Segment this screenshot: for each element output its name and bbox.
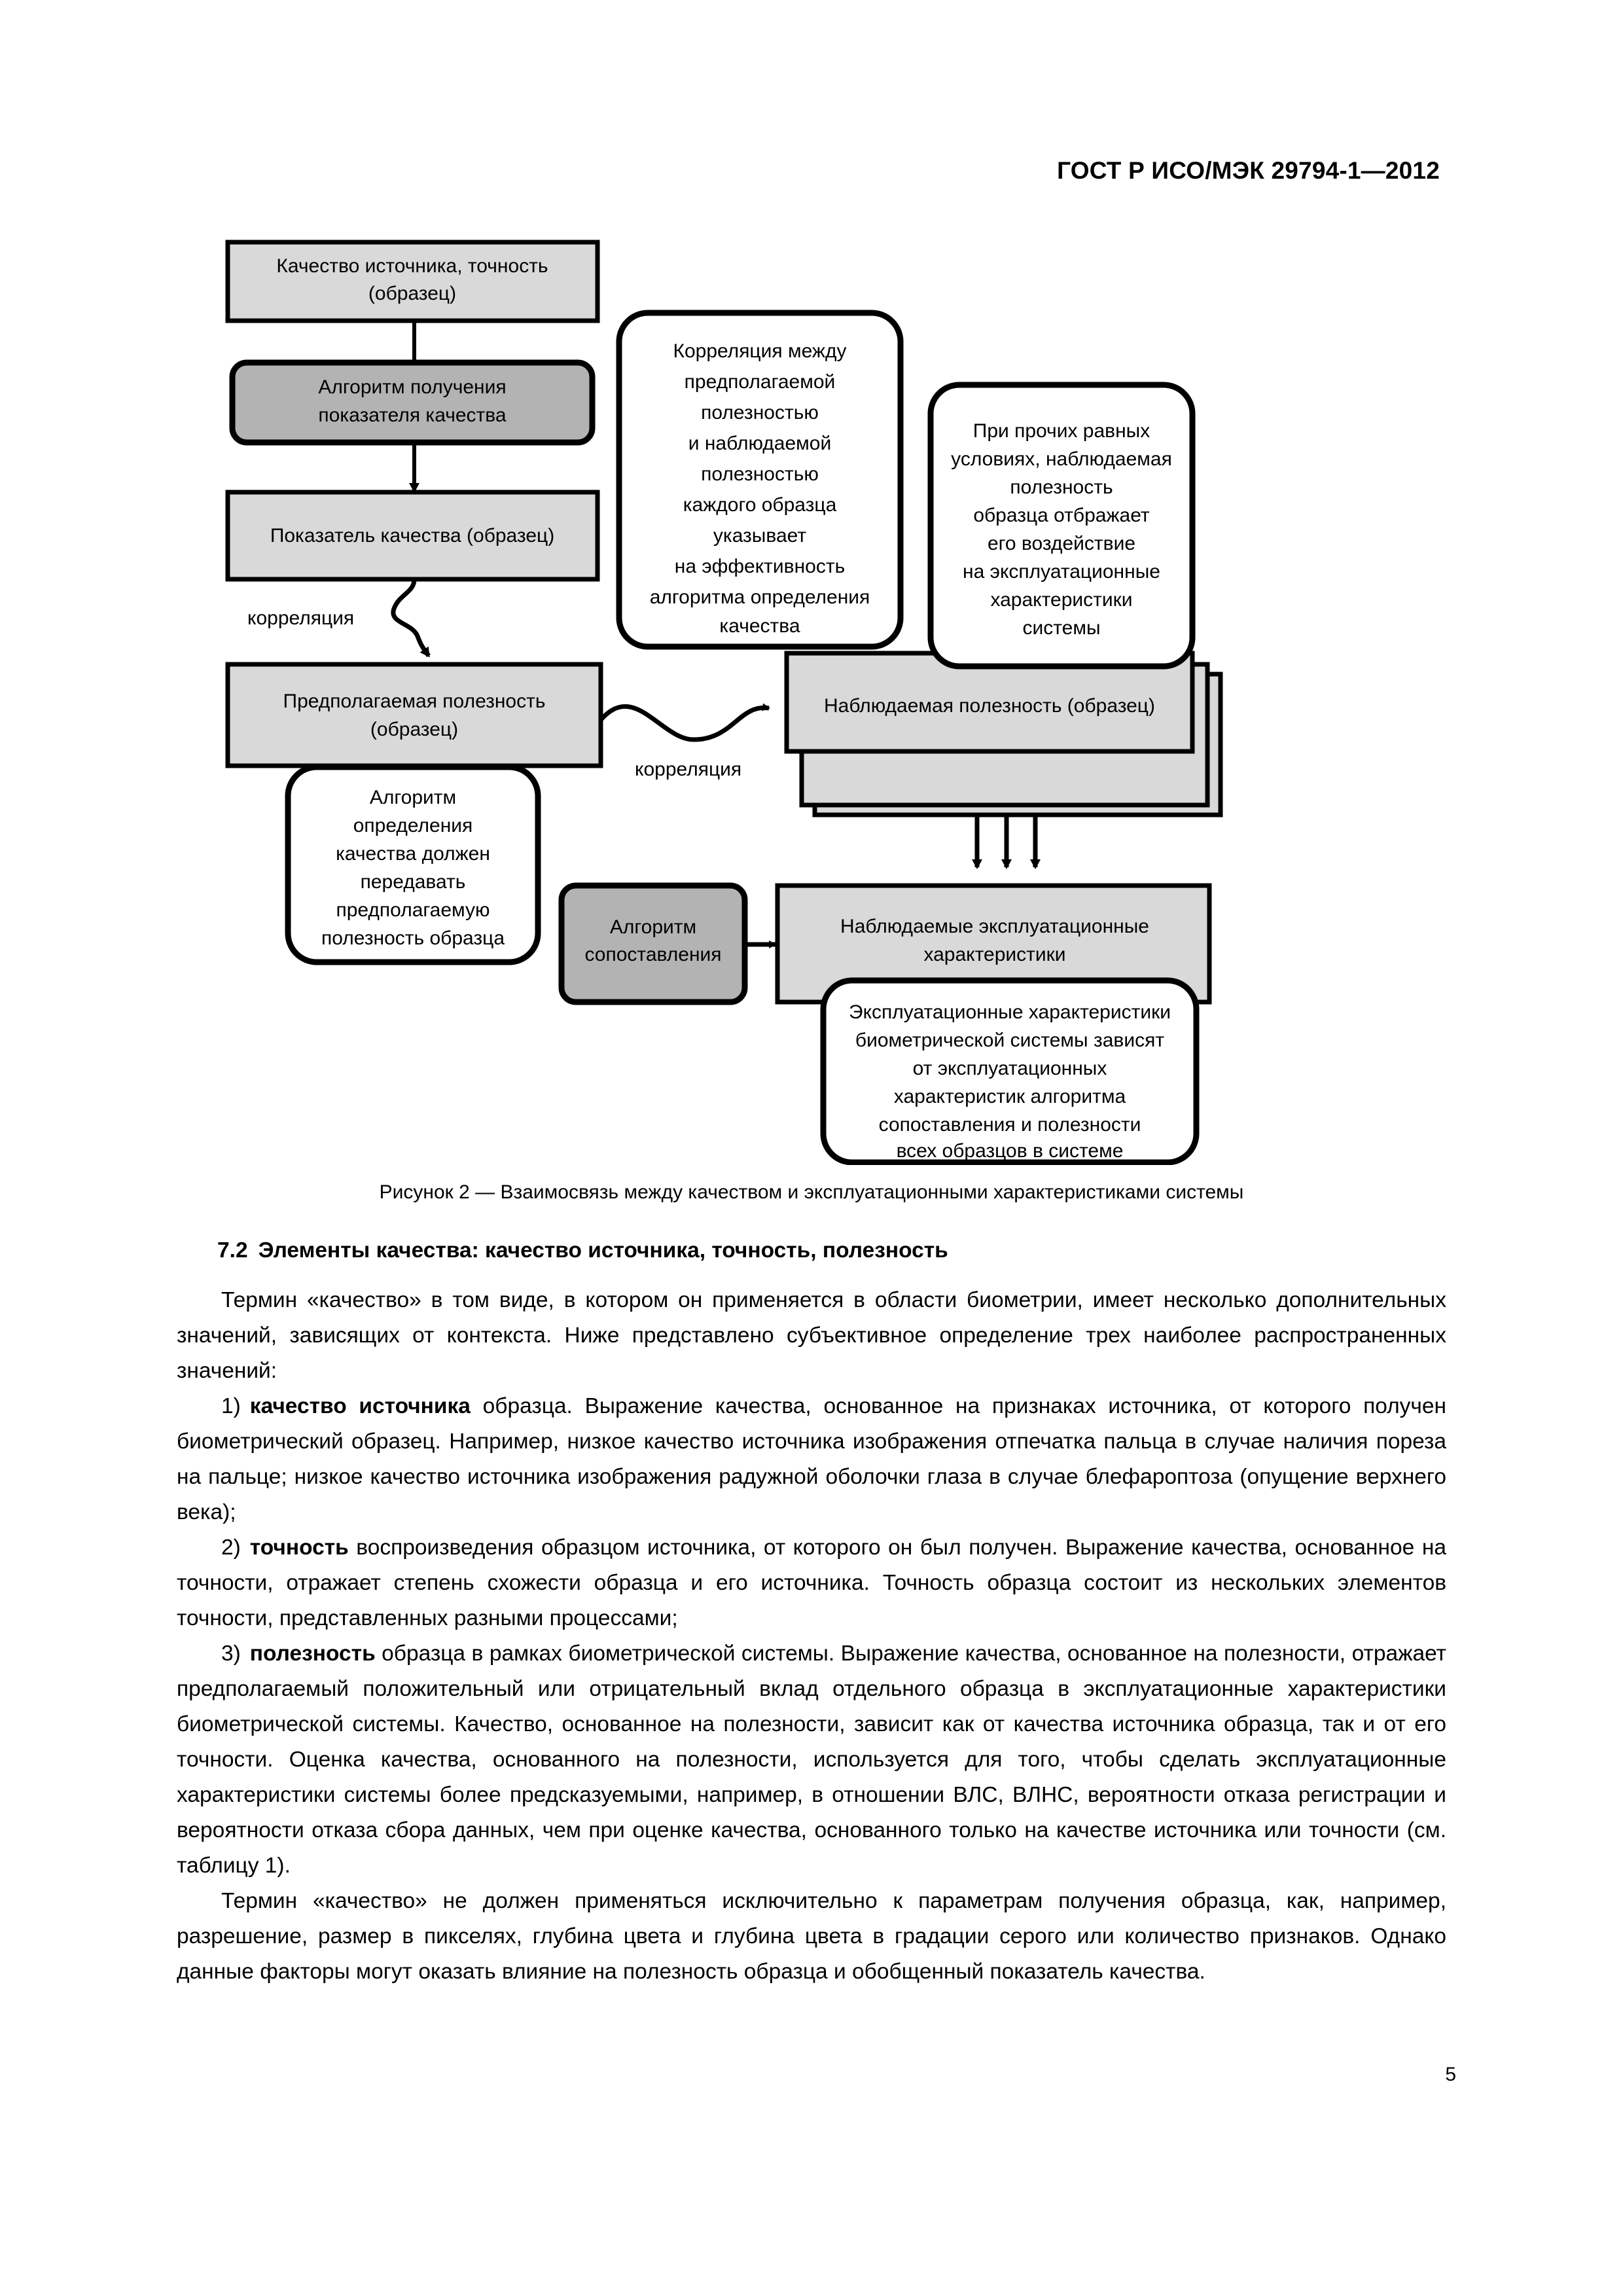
svg-text:предполагаемую: предполагаемую (336, 899, 490, 921)
svg-text:каждого образца: каждого образца (683, 493, 837, 516)
node-quality-score-algorithm (232, 363, 592, 442)
svg-text:Алгоритм: Алгоритм (369, 786, 457, 808)
list-item-3-marker: 3) (221, 1641, 241, 1666)
node-quality-score-algorithm-line1: Алгоритм получения (318, 376, 507, 398)
node-observed-performance-line1: Наблюдаемые эксплуатационные (840, 915, 1149, 937)
svg-text:системы: системы (1022, 617, 1101, 639)
section-title: Элементы качества: качество источника, точность, полезность (258, 1238, 948, 1263)
edge-label-correlation-1: корреляция (247, 607, 355, 629)
svg-text:полезность образца: полезность образца (321, 927, 505, 949)
list-item-1-term: качество источника (249, 1394, 471, 1418)
node-observed-performance-line2: характеристики (923, 943, 1066, 965)
list-item-3-text: образца в рамках биометрической системы. Выражение качества, основанное на полезности, отражает предполагаемый положительный или отрицательный вклад отдельного образца в эксплуатационные характеристики биометрической системы. Качество, основанное на полезности, зависит как от качества источника образца, так и от его точности. Оценка качества, основанного на полезности, используется для того, чтобы сделать эксплуатационные характеристики системы более предсказуемыми, например, в отношении ВЛС, ВЛНС, вероятности отказа регистрации и вероятности отказа сбора данных, чем при оценке качества, основанного только на качестве источника или точности (см. таблицу 1). (177, 1641, 1446, 1878)
svg-text:и наблюдаемой: и наблюдаемой (688, 432, 832, 454)
node-matching-algorithm-line1: Алгоритм (609, 916, 697, 938)
svg-text:полезность: полезность (1010, 476, 1113, 498)
section-number: 7.2 (217, 1238, 248, 1263)
svg-text:характеристики: характеристики (990, 588, 1133, 611)
svg-text:на эффективность: на эффективность (674, 555, 846, 577)
section-heading (177, 1236, 1446, 1266)
svg-text:сопоставления и полезности: сопоставления и полезности (878, 1113, 1141, 1136)
svg-text:Эксплуатационные характеристик: Эксплуатационные характеристики (849, 1001, 1171, 1023)
svg-text:полезностью: полезностью (701, 463, 819, 485)
list-item-2-term: точность (249, 1535, 349, 1560)
node-quality-score-algorithm-line2: показателя качества (318, 404, 507, 426)
list-item-1 (177, 1389, 1446, 1530)
page-number: 5 (1445, 2064, 1456, 2085)
svg-text:указывает: указывает (713, 524, 807, 547)
node-predicted-utility (228, 664, 601, 766)
svg-text:его воздействие: его воздействие (987, 532, 1136, 554)
connector-correlation-2 (601, 706, 769, 740)
page-header: ГОСТ Р ИСО/МЭК 29794-1—2012 (1057, 157, 1440, 184)
figure-caption: Рисунок 2 — Взаимосвязь между качеством и эксплуатационными характеристиками системы (379, 1181, 1244, 1203)
node-source-quality-line2: (образец) (368, 282, 457, 304)
svg-text:Корреляция между: Корреляция между (673, 340, 847, 362)
svg-text:от эксплуатационных: от эксплуатационных (912, 1057, 1107, 1079)
svg-text:биометрической системы зависят: биометрической системы зависят (855, 1029, 1165, 1051)
list-item-1-text: образца. Выражение качества, основанное на признаках источника, от которого получен биометрический образец. Например, низкое качество источника изображения отпечатка пальца в случае наличия пореза на пальце; низкое качество источника изображения радужной оболочки глаза в случае блефароптоза (опущение верхнего века); (177, 1394, 1446, 1524)
svg-text:полезностью: полезностью (701, 401, 819, 423)
node-observed-utility-label: Наблюдаемая полезность (образец) (824, 694, 1155, 717)
svg-text:предполагаемой: предполагаемой (684, 370, 836, 393)
paragraph-intro: Термин «качество» в том виде, в котором он применяется в области биометрии, имеет несколько дополнительных значений, зависящих от контекста. Ниже представлено субъективное определение трех наиболее распространенных значений: (177, 1288, 1446, 1383)
node-predicted-utility-line1: Предполагаемая полезность (283, 690, 546, 712)
svg-text:характеристик алгоритма: характеристик алгоритма (893, 1085, 1126, 1107)
list-item-3-term: полезность (249, 1641, 376, 1666)
svg-text:передавать: передавать (360, 870, 466, 893)
paragraph-closing: Термин «качество» не должен применяться исключительно к параметрам получения образца, как, например, разрешение, размер в пикселях, глубина цвета и глубина цвета в градации серого или количество признаков. Однако данные факторы могут оказать влияние на полезность образца и обобщенный показатель качества. (177, 1889, 1446, 1984)
list-item-2-marker: 2) (221, 1535, 241, 1560)
svg-text:условиях, наблюдаемая: условиях, наблюдаемая (951, 448, 1172, 470)
svg-text:алгоритма определения: алгоритма определения (649, 586, 870, 608)
node-predicted-utility-line2: (образец) (370, 718, 459, 740)
node-matching-algorithm-line2: сопоставления (584, 943, 722, 965)
svg-text:качества: качества (719, 615, 800, 637)
node-source-quality (228, 242, 597, 321)
body-text-column (177, 1236, 1446, 1990)
list-item-2-text: воспроизведения образцом источника, от которого он был получен. Выражение качества, основанное на точности, отражает степень схожести образца и его источника. Точность образца состоит из нескольких элементов точности, представленных разными процессами; (177, 1535, 1446, 1630)
edge-label-correlation-2: корреляция (635, 759, 742, 780)
svg-text:образца отбражает: образца отбражает (973, 504, 1150, 526)
list-item-3 (177, 1636, 1446, 1884)
svg-text:всех образцов в системе: всех образцов в системе (896, 1139, 1124, 1162)
figure-2-diagram (216, 223, 1342, 1165)
svg-text:определения: определения (353, 814, 473, 836)
list-item-2 (177, 1530, 1446, 1636)
connector-correlation-1 (393, 579, 429, 656)
svg-text:качества должен: качества должен (336, 842, 490, 865)
list-item-1-marker: 1) (221, 1394, 241, 1418)
svg-text:При прочих равных: При прочих равных (972, 420, 1150, 442)
node-source-quality-line1: Качество источника, точность (276, 255, 548, 277)
svg-text:на эксплуатационные: на эксплуатационные (963, 560, 1160, 583)
node-quality-score-label: Показатель качества (образец) (270, 524, 555, 547)
